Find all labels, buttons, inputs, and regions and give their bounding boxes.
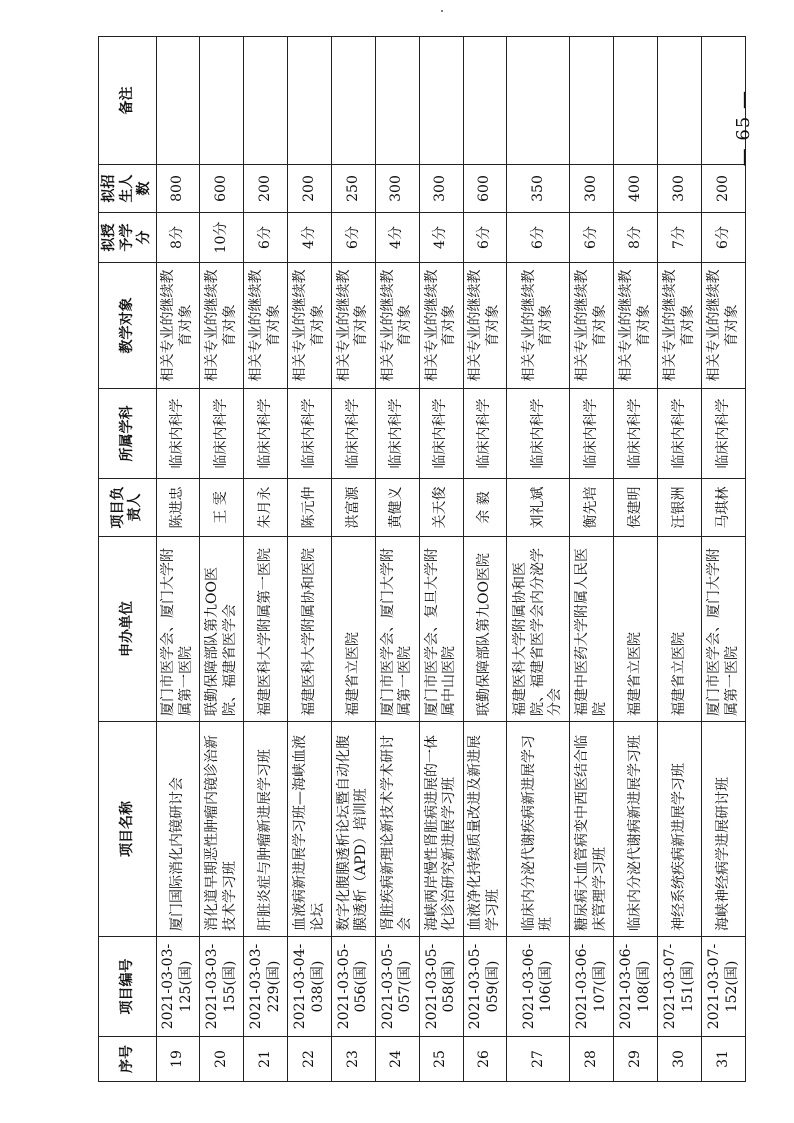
cell-project-name: 厦门国际消化内镜研讨会 — [156, 722, 200, 937]
header-project-name: 项目名称 — [99, 722, 157, 937]
cell-organizer: 福建中医药大学附属人民医院 — [570, 537, 614, 722]
cell-index: 24 — [375, 1037, 419, 1082]
cell-audience: 相关专业的继续教育对象 — [156, 263, 200, 389]
table-row — [658, 37, 702, 1082]
cell-leader: 侯建明 — [614, 479, 658, 537]
cell-remarks — [419, 37, 463, 165]
cell-remarks — [463, 37, 507, 165]
cell-discipline: 临床内科学 — [570, 389, 614, 479]
cell-project-code: 2021-03-05-057(国) — [375, 937, 419, 1037]
cell-discipline: 临床内科学 — [614, 389, 658, 479]
cell-organizer: 福建省立医院 — [658, 537, 702, 722]
header-credits: 拟授予学分 — [99, 213, 157, 263]
table-row — [463, 37, 507, 1082]
cell-index: 26 — [463, 1037, 507, 1082]
cell-project-name: 临床内分泌代谢疾病新进展学习班 — [507, 722, 570, 937]
cell-organizer: 福建医科大学附属协和医院 — [288, 537, 332, 722]
cell-credits: 8分 — [156, 213, 200, 263]
cell-remarks — [614, 37, 658, 165]
cell-credits: 10分 — [200, 213, 244, 263]
cell-project-code: 2021-03-07-151(国) — [658, 937, 702, 1037]
cell-discipline: 临床内科学 — [658, 389, 702, 479]
cell-leader: 黄健义 — [375, 479, 419, 537]
cell-leader: 衡先培 — [570, 479, 614, 537]
cell-index: 31 — [702, 1037, 746, 1082]
table-body — [156, 37, 746, 1082]
cell-credits: 6分 — [244, 213, 288, 263]
cell-project-code: 2021-03-05-056(国) — [331, 937, 375, 1037]
cell-discipline: 临床内科学 — [507, 389, 570, 479]
cell-index: 22 — [288, 1037, 332, 1082]
cell-project-code: 2021-03-04-038(国) — [288, 937, 332, 1037]
cell-project-name: 血液净化持续质量改进及新进展学习班 — [463, 722, 507, 937]
cell-project-name: 肾脏疾病新理论新技术学术研讨会 — [375, 722, 419, 937]
project-table — [98, 36, 746, 1082]
cell-audience: 相关专业的继续教育对象 — [702, 263, 746, 389]
cell-leader: 陈进忠 — [156, 479, 200, 537]
header-index: 序号 — [99, 1037, 157, 1082]
cell-organizer: 厦门市医学会、厦门大学附属第一医院 — [375, 537, 419, 722]
table-row — [570, 37, 614, 1082]
header-discipline: 所属学科 — [99, 389, 157, 479]
cell-audience: 相关专业的继续教育对象 — [419, 263, 463, 389]
cell-discipline: 临床内科学 — [463, 389, 507, 479]
cell-remarks — [658, 37, 702, 165]
cell-project-code: 2021-03-06-106(国) — [507, 937, 570, 1037]
cell-project-name: 肝脏炎症与肿瘤新进展学习班 — [244, 722, 288, 937]
cell-organizer: 联勤保障部队第九OO医院、福建省医学会 — [200, 537, 244, 722]
cell-organizer: 厦门市医学会、厦门大学附属第一医院 — [702, 537, 746, 722]
cell-audience: 相关专业的继续教育对象 — [375, 263, 419, 389]
header-organizer: 申办单位 — [99, 537, 157, 722]
cell-organizer: 厦门市医学会、厦门大学附属第一医院 — [156, 537, 200, 722]
cell-index: 30 — [658, 1037, 702, 1082]
cell-index: 21 — [244, 1037, 288, 1082]
cell-enrollment: 800 — [156, 165, 200, 213]
cell-enrollment: 250 — [331, 165, 375, 213]
cell-audience: 相关专业的继续教育对象 — [463, 263, 507, 389]
cell-remarks — [570, 37, 614, 165]
rotated-table-wrapper — [98, 37, 746, 1082]
cell-index: 25 — [419, 1037, 463, 1082]
cell-credits: 7分 — [658, 213, 702, 263]
cell-audience: 相关专业的继续教育对象 — [200, 263, 244, 389]
header-enrollment: 拟招生人数 — [99, 165, 157, 213]
cell-remarks — [375, 37, 419, 165]
cell-audience: 相关专业的继续教育对象 — [570, 263, 614, 389]
cell-enrollment: 300 — [570, 165, 614, 213]
table-row — [244, 37, 288, 1082]
cell-leader: 余 毅 — [463, 479, 507, 537]
cell-enrollment: 600 — [200, 165, 244, 213]
cell-credits: 6分 — [702, 213, 746, 263]
cell-index: 29 — [614, 1037, 658, 1082]
cell-leader: 马琪林 — [702, 479, 746, 537]
table-row — [200, 37, 244, 1082]
cell-project-name: 海峡两岸慢性肾脏病进展的一体化诊治研究新进展学习班 — [419, 722, 463, 937]
cell-remarks — [331, 37, 375, 165]
cell-leader: 洪富源 — [331, 479, 375, 537]
cell-remarks — [200, 37, 244, 165]
cell-enrollment: 400 — [614, 165, 658, 213]
cell-credits: 6分 — [570, 213, 614, 263]
cell-index: 20 — [200, 1037, 244, 1082]
page-number: — 65 — — [733, 90, 754, 167]
cell-organizer: 厦门市医学会、复旦大学附属中山医院 — [419, 537, 463, 722]
cell-remarks — [288, 37, 332, 165]
cell-project-code: 2021-03-05-058(国) — [419, 937, 463, 1037]
cell-credits: 8分 — [614, 213, 658, 263]
cell-project-code: 2021-03-03-229(国) — [244, 937, 288, 1037]
cell-discipline: 临床内科学 — [331, 389, 375, 479]
cell-project-name: 糖尿病大血管病变中西医结合临床管理学习班 — [570, 722, 614, 937]
cell-organizer: 福建省立医院 — [331, 537, 375, 722]
table-row — [375, 37, 419, 1082]
cell-credits: 4分 — [288, 213, 332, 263]
cell-audience: 相关专业的继续教育对象 — [331, 263, 375, 389]
cell-enrollment: 200 — [288, 165, 332, 213]
header-remarks: 备注 — [99, 37, 157, 165]
cell-discipline: 临床内科学 — [244, 389, 288, 479]
cell-project-code: 2021-03-03-155(国) — [200, 937, 244, 1037]
table-row — [288, 37, 332, 1082]
cell-audience: 相关专业的继续教育对象 — [244, 263, 288, 389]
cell-index: 23 — [331, 1037, 375, 1082]
cell-audience: 相关专业的继续教育对象 — [614, 263, 658, 389]
cell-remarks — [507, 37, 570, 165]
cell-organizer: 福建省立医院 — [614, 537, 658, 722]
cell-project-name: 血液病新进展学习班—海峡血液论坛 — [288, 722, 332, 937]
cell-credits: 4分 — [419, 213, 463, 263]
table-row — [614, 37, 658, 1082]
cell-credits: 6分 — [463, 213, 507, 263]
cell-discipline: 临床内科学 — [200, 389, 244, 479]
cell-audience: 相关专业的继续教育对象 — [658, 263, 702, 389]
cell-audience: 相关专业的继续教育对象 — [507, 263, 570, 389]
header-leader: 项目负责人 — [99, 479, 157, 537]
cell-organizer: 联勤保障部队第九OO医院 — [463, 537, 507, 722]
cell-discipline: 临床内科学 — [288, 389, 332, 479]
cell-discipline: 临床内科学 — [375, 389, 419, 479]
cell-project-code: 2021-03-05-059(国) — [463, 937, 507, 1037]
cell-index: 28 — [570, 1037, 614, 1082]
cell-enrollment: 600 — [463, 165, 507, 213]
cell-credits: 6分 — [507, 213, 570, 263]
cell-leader: 刘礼斌 — [507, 479, 570, 537]
cell-organizer: 福建医科大学附属第一医院 — [244, 537, 288, 722]
cell-project-name: 海峡神经病学进展研讨班 — [702, 722, 746, 937]
cell-credits: 4分 — [375, 213, 419, 263]
cell-project-name: 神经系统疾病新进展学习班 — [658, 722, 702, 937]
cell-organizer: 福建医科大学附属协和医院、福建省医学会内分泌学分会 — [507, 537, 570, 722]
cell-enrollment: 300 — [375, 165, 419, 213]
cell-remarks — [244, 37, 288, 165]
cell-project-name: 临床内分泌代谢病新进展学习班 — [614, 722, 658, 937]
cell-enrollment: 300 — [419, 165, 463, 213]
cell-project-code: 2021-03-06-107(国) — [570, 937, 614, 1037]
cell-leader: 关天俊 — [419, 479, 463, 537]
cell-index: 19 — [156, 1037, 200, 1082]
cell-enrollment: 350 — [507, 165, 570, 213]
cell-leader: 汪银洲 — [658, 479, 702, 537]
cell-project-name: 数字化腹膜透析论坛暨自动化腹膜透析（APD）培训班 — [331, 722, 375, 937]
table-row — [507, 37, 570, 1082]
cell-project-code: 2021-03-06-108(国) — [614, 937, 658, 1037]
cell-enrollment: 300 — [658, 165, 702, 213]
scan-speck — [441, 10, 443, 12]
cell-discipline: 临床内科学 — [156, 389, 200, 479]
cell-enrollment: 200 — [702, 165, 746, 213]
table-row — [331, 37, 375, 1082]
table-row — [156, 37, 200, 1082]
cell-discipline: 临床内科学 — [702, 389, 746, 479]
cell-enrollment: 200 — [244, 165, 288, 213]
cell-index: 27 — [507, 1037, 570, 1082]
table-row — [702, 37, 746, 1082]
cell-discipline: 临床内科学 — [419, 389, 463, 479]
cell-audience: 相关专业的继续教育对象 — [288, 263, 332, 389]
cell-project-code: 2021-03-03-125(国) — [156, 937, 200, 1037]
cell-project-name: 消化道早期恶性肿瘤内镜诊治新技术学习班 — [200, 722, 244, 937]
header-audience: 教学对象 — [99, 263, 157, 389]
header-project-code: 项目编号 — [99, 937, 157, 1037]
table-header-row — [99, 37, 157, 1082]
cell-leader: 王 雯 — [200, 479, 244, 537]
cell-credits: 6分 — [331, 213, 375, 263]
cell-leader: 朱月永 — [244, 479, 288, 537]
cell-project-code: 2021-03-07-152(国) — [702, 937, 746, 1037]
cell-remarks — [156, 37, 200, 165]
cell-leader: 陈元仲 — [288, 479, 332, 537]
table-row — [419, 37, 463, 1082]
